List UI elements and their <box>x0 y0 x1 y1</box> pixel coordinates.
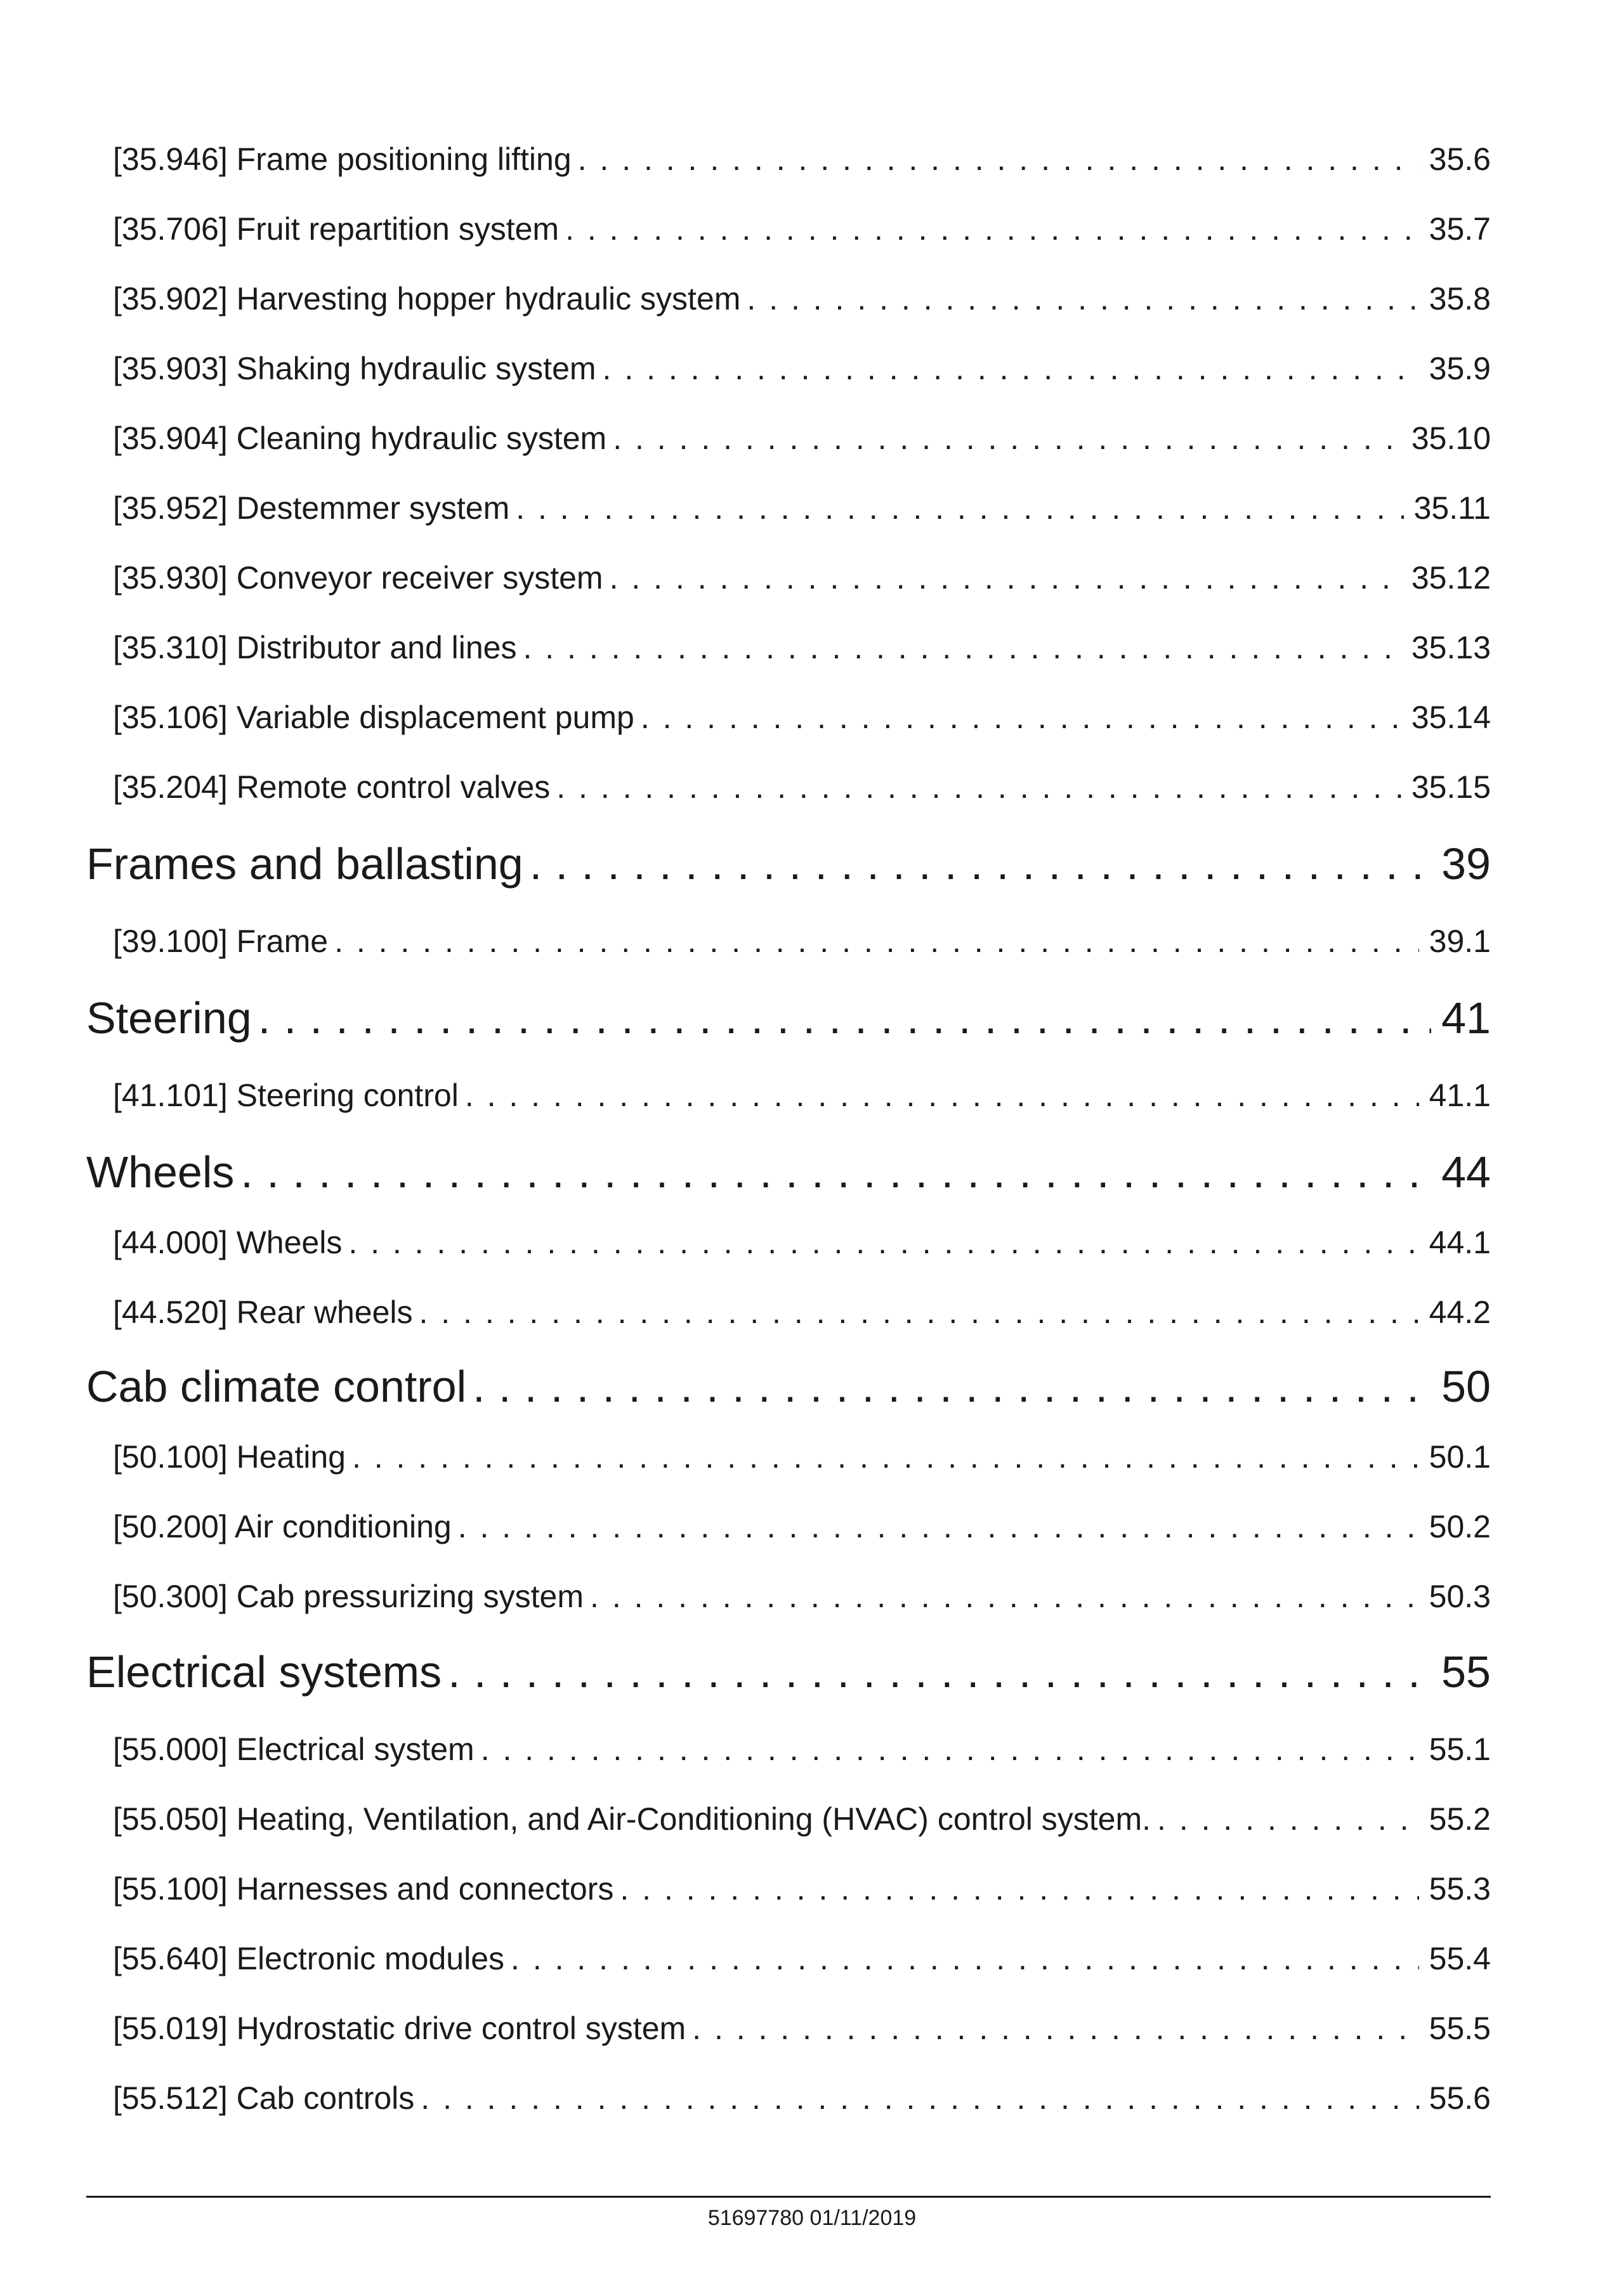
toc-entry[interactable] <box>113 1508 1491 1549</box>
toc-entry-label: [55.019] Hydrostatic drive control system <box>113 2011 686 2046</box>
toc-entry[interactable] <box>113 490 1491 530</box>
toc-entry[interactable] <box>113 1870 1491 1911</box>
dot-leader <box>334 923 1419 960</box>
toc-entry[interactable] <box>113 1731 1491 1771</box>
toc-entry[interactable] <box>113 420 1491 460</box>
toc-entry-page: 35.13 <box>1411 630 1491 665</box>
toc-entry[interactable] <box>113 1077 1491 1118</box>
toc-entry-label: [50.100] Heating <box>113 1439 346 1475</box>
toc-section-page: 50 <box>1441 1362 1491 1411</box>
toc-entry-label: [50.200] Air conditioning <box>113 1509 452 1544</box>
dot-leader <box>603 350 1419 387</box>
toc-entry-page: 35.8 <box>1429 281 1491 316</box>
dot-leader <box>516 490 1403 526</box>
dot-leader <box>590 1578 1419 1615</box>
toc-entry-label: [35.946] Frame positioning lifting <box>113 141 572 177</box>
dot-leader <box>530 838 1431 889</box>
dot-leader <box>578 141 1419 178</box>
dot-leader <box>610 559 1401 596</box>
toc-entry-label: [50.300] Cab pressurizing system <box>113 1579 584 1614</box>
toc-section[interactable] <box>86 838 1491 893</box>
toc-section-label: Cab climate control <box>86 1362 467 1411</box>
toc-entry-label: [35.706] Fruit repartition system <box>113 211 560 247</box>
toc-entry-label: [55.640] Electronic modules <box>113 1941 505 1976</box>
toc-entry-page: 44.2 <box>1429 1295 1491 1330</box>
toc-entry-label: [35.930] Conveyor receiver system <box>113 560 603 596</box>
toc-section-label: Steering <box>86 993 252 1043</box>
toc-entry[interactable] <box>113 923 1491 963</box>
toc-entry-page: 55.5 <box>1429 2011 1491 2046</box>
dot-leader <box>511 1940 1419 1977</box>
dot-leader <box>523 629 1401 666</box>
toc-section-label: Wheels <box>86 1147 235 1197</box>
toc-entry-page: 50.2 <box>1429 1509 1491 1544</box>
dot-leader <box>240 1147 1431 1197</box>
toc-entry[interactable] <box>113 699 1491 740</box>
dot-leader <box>641 699 1401 736</box>
toc-entry-page: 41.1 <box>1429 1078 1491 1113</box>
dot-leader <box>348 1224 1418 1261</box>
toc-entry-page: 55.6 <box>1429 2080 1491 2116</box>
toc-entry-label: [35.310] Distributor and lines <box>113 630 517 665</box>
dot-leader <box>448 1647 1431 1697</box>
toc-entry-page: 35.14 <box>1411 700 1491 735</box>
toc-entry[interactable] <box>113 769 1491 809</box>
toc-entry-label: [35.952] Destemmer system <box>113 490 510 526</box>
toc-entry-label: [55.512] Cab controls <box>113 2080 415 2116</box>
toc-section-page: 39 <box>1441 839 1491 889</box>
toc-entry-label: [55.000] Electrical system <box>113 1732 475 1767</box>
toc-section-label: Electrical systems <box>86 1647 442 1697</box>
toc-section-label: Frames and ballasting <box>86 839 523 889</box>
dot-leader <box>1157 1801 1419 1837</box>
toc-entry-label: [35.904] Cleaning hydraulic system <box>113 421 607 456</box>
toc-entry[interactable] <box>113 1438 1491 1479</box>
toc-entry-label: [44.000] Wheels <box>113 1225 343 1260</box>
toc-section[interactable] <box>86 993 1491 1047</box>
dot-leader <box>352 1438 1419 1475</box>
toc-entry-label: [35.902] Harvesting hopper hydraulic system <box>113 281 741 316</box>
toc-entry[interactable] <box>113 280 1491 321</box>
toc-entry-page: 55.1 <box>1429 1732 1491 1767</box>
toc-entry-page: 35.11 <box>1413 490 1491 526</box>
toc-entry[interactable] <box>113 559 1491 600</box>
footer-document-id: 51697780 01/11/2019 <box>707 2206 917 2230</box>
toc-entry[interactable] <box>113 1294 1491 1334</box>
dot-leader <box>421 2080 1418 2117</box>
toc-entry-page: 50.3 <box>1429 1579 1491 1614</box>
toc-entry-label: [35.204] Remote control valves <box>113 769 551 805</box>
toc-entry[interactable] <box>113 629 1491 670</box>
toc-section-page: 55 <box>1441 1647 1491 1697</box>
toc-entry[interactable] <box>113 211 1491 251</box>
toc-entry-page: 50.1 <box>1429 1439 1491 1475</box>
toc-entry-label: [55.050] Heating, Ventilation, and Air-Conditioning (HVAC) control system. <box>113 1801 1151 1837</box>
dot-leader <box>556 769 1401 806</box>
toc-entry[interactable] <box>113 2010 1491 2051</box>
toc-entry[interactable] <box>113 1578 1491 1619</box>
dot-leader <box>458 1508 1419 1545</box>
toc-section[interactable] <box>86 1147 1491 1201</box>
toc-entry[interactable] <box>113 1801 1491 1841</box>
toc-entry-page: 35.12 <box>1411 560 1491 596</box>
dot-leader <box>465 1077 1419 1114</box>
toc-entry-label: [35.903] Shaking hydraulic system <box>113 351 596 386</box>
toc-section[interactable] <box>86 1647 1491 1701</box>
dot-leader <box>565 211 1419 247</box>
toc-entry[interactable] <box>113 1940 1491 1981</box>
toc-entry[interactable] <box>113 141 1491 181</box>
dot-leader <box>613 420 1401 457</box>
dot-leader <box>481 1731 1419 1768</box>
toc-entry[interactable] <box>113 350 1491 391</box>
toc-entry-page: 55.2 <box>1429 1801 1491 1837</box>
footer-divider <box>86 2196 1491 2198</box>
toc-entry-page: 35.7 <box>1429 211 1491 247</box>
toc-entry-page: 55.4 <box>1429 1941 1491 1976</box>
toc-section-page: 41 <box>1441 993 1491 1043</box>
toc-entry-page: 44.1 <box>1429 1225 1491 1260</box>
toc-entry-page: 35.10 <box>1411 421 1491 456</box>
toc-entry-page: 35.6 <box>1429 141 1491 177</box>
toc-entry[interactable] <box>113 1224 1491 1265</box>
toc-entry-label: [41.101] Steering control <box>113 1078 459 1113</box>
dot-leader <box>620 1870 1418 1907</box>
dot-leader <box>747 280 1418 317</box>
dot-leader <box>473 1361 1431 1412</box>
toc-entry-page: 55.3 <box>1429 1871 1491 1907</box>
dot-leader <box>692 2010 1419 2047</box>
toc-entry-label: [44.520] Rear wheels <box>113 1295 413 1330</box>
toc-section-page: 44 <box>1441 1147 1491 1197</box>
toc-entry[interactable] <box>113 2080 1491 2120</box>
toc-entry-label: [39.100] Frame <box>113 923 329 959</box>
toc-entry-page: 35.9 <box>1429 351 1491 386</box>
toc-section[interactable] <box>86 1361 1491 1416</box>
toc-entry-page: 35.15 <box>1411 769 1491 805</box>
toc-entry-label: [55.100] Harnesses and connectors <box>113 1871 614 1907</box>
dot-leader <box>419 1294 1419 1331</box>
dot-leader <box>258 993 1431 1043</box>
toc-entry-label: [35.106] Variable displacement pump <box>113 700 634 735</box>
toc-entry-page: 39.1 <box>1429 923 1491 959</box>
